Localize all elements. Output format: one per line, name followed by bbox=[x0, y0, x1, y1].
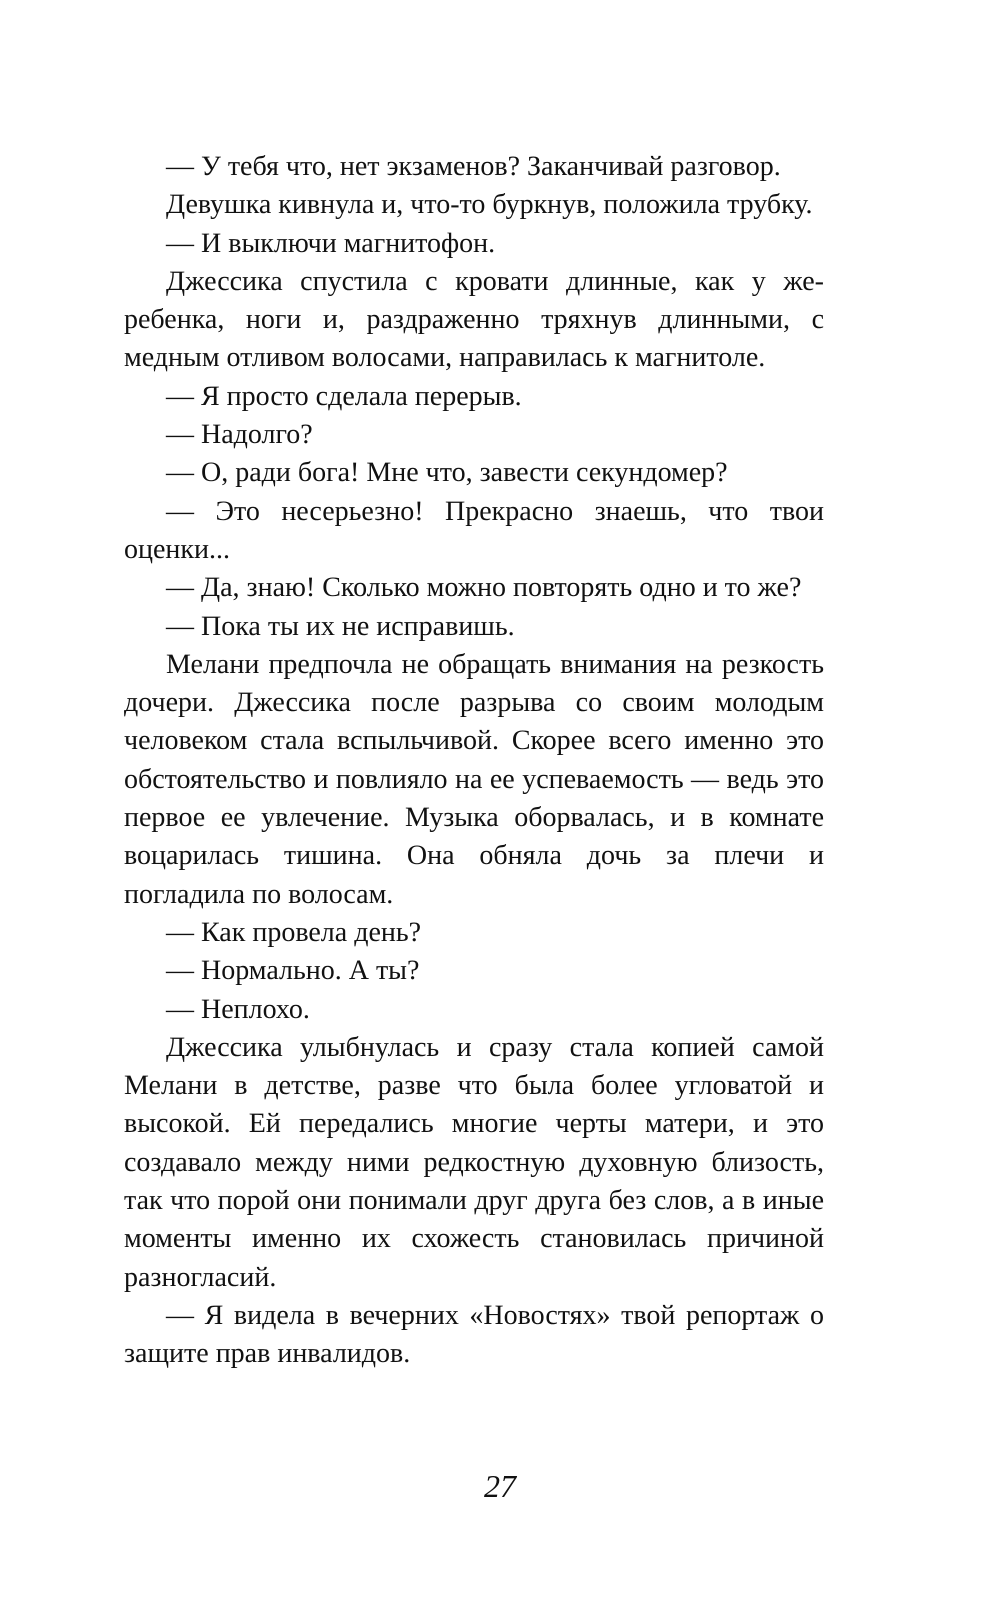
paragraph: Джессика улыбнулась и сразу стала копией самой Мелани в детстве, разве что была более угловатой и высокой. Ей передались многие черты матери, и это создавало между ними редкостную духовную близость, так что порой они понимали друг друга без слов, а в иные моменты именно их схожесть становилась причиной разногласий. bbox=[124, 1031, 824, 1293]
paragraph: — Как провела день? bbox=[166, 916, 422, 948]
paragraph: Мелани предпочла не обращать внимания на резкость дочери. Джессика после разрыва со своим молодым человеком стала вспыльчивой. Скорее всего именно это обстоятельство и повлияло на ее успеваемость — ведь это первое ее увлечение. Музыка оборвалась, и в комнате воцарилась тишина. Она обняла дочь за плечи и погладила по волосам. bbox=[124, 648, 824, 910]
paragraph: — Пока ты их не исправишь. bbox=[166, 610, 515, 642]
paragraph: — О, ради бога! Мне что, завести секундомер? bbox=[166, 457, 728, 489]
paragraph: — Я видела в вечерних «Новостях» твой репортаж о защите прав инвалидов. bbox=[124, 1299, 824, 1370]
paragraph: — Да, знаю! Сколько можно повторять одно и то же? bbox=[166, 572, 802, 604]
paragraph: — Надолго? bbox=[166, 419, 313, 451]
paragraph: — Нормально. А ты? bbox=[166, 955, 420, 987]
paragraph: — И выключи магнитофон. bbox=[166, 227, 496, 259]
paragraph: — Я просто сделала перерыв. bbox=[166, 380, 522, 412]
paragraph: — Неплохо. bbox=[166, 993, 310, 1025]
page-body-text bbox=[124, 148, 824, 1374]
paragraph: Девушка кивнула и, что-то буркнув, положила трубку. bbox=[166, 189, 813, 221]
paragraph: — У тебя что, нет экзаменов? Заканчивай разговор. bbox=[166, 151, 781, 182]
paragraph: — Это несерьезно! Прекрасно знаешь, что твои оценки... bbox=[124, 495, 824, 565]
paragraph: Джессика спустила с кровати длинные, как у жеребенка, ноги и, раздраженно тряхнув длинными, с медным отливом волосами, направилась к магнитоле. bbox=[124, 265, 824, 374]
page-number: 27 bbox=[484, 1468, 516, 1504]
